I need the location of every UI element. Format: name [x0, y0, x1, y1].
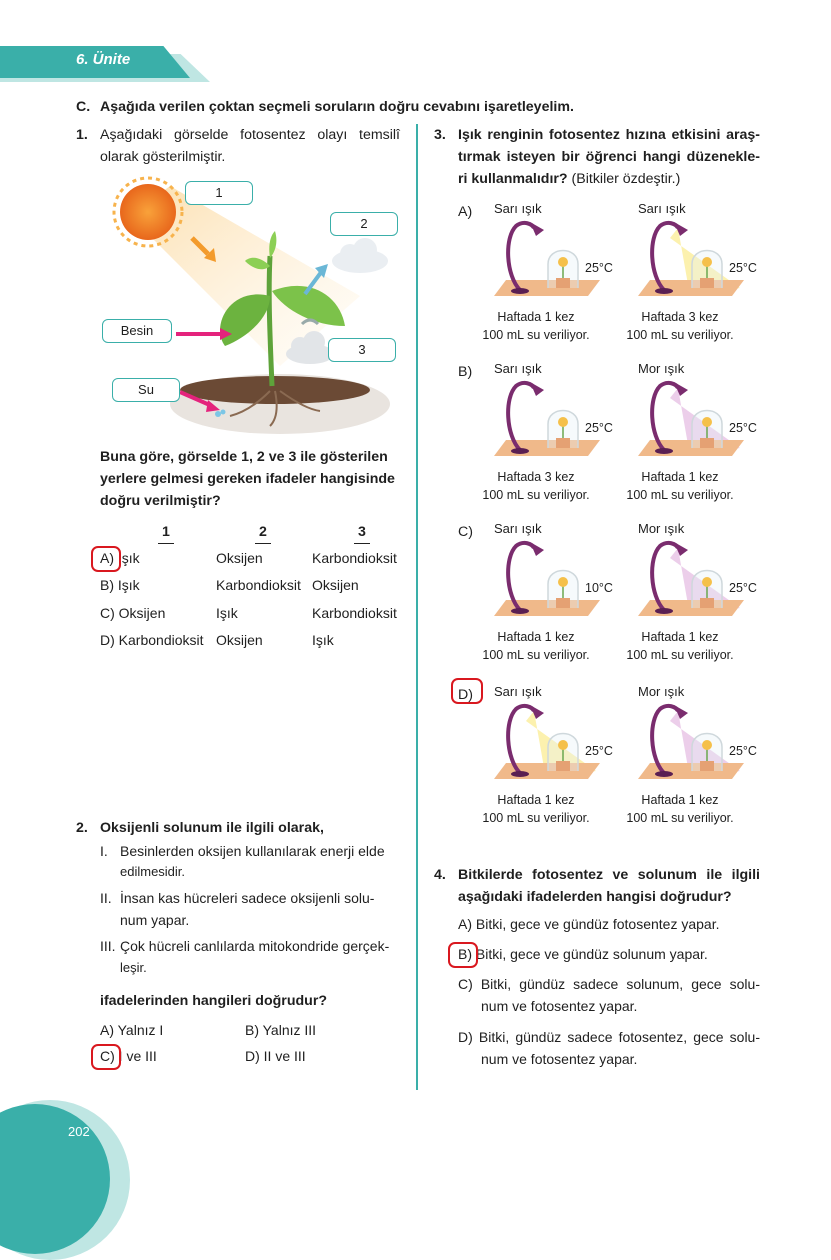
watering-frequency: Haftada 3 kez [641, 310, 719, 324]
light-label: Mor ışık [638, 361, 685, 376]
q1-question-line3: doğru verilmiştir? [100, 493, 221, 509]
q2-item-2-num: II. [100, 890, 112, 906]
answer-mark-circle [451, 678, 483, 704]
q2-number: 2. [76, 820, 88, 836]
temperature-label: 25°C [729, 744, 757, 758]
q2-option-c[interactable]: C) I ve III [100, 1048, 157, 1064]
q1-question-line1: Buna göre, görselde 1, 2 ve 3 ile gösterilen [100, 449, 388, 465]
light-label: Mor ışık [638, 521, 685, 536]
q4-number: 4. [434, 867, 446, 883]
q1-text-line1: Aşağıdaki görselde fotosentez olayı temsilî [100, 127, 400, 143]
temperature-label: 25°C [729, 261, 757, 275]
q3-line1: Işık renginin fotosentez hızına etkisini araş- [458, 127, 760, 143]
q1-header-1: 1 [158, 521, 174, 544]
q4-line1: Bitkilerde fotosentez ve solunum ile ilgili [458, 867, 760, 883]
q1-header-3: 3 [354, 521, 370, 544]
q1-option-b-c3: Oksijen [312, 577, 359, 593]
watering-frequency: Haftada 1 kez [497, 630, 575, 644]
option-c1: Oksijen [118, 605, 166, 621]
temperature-label: 25°C [585, 744, 613, 758]
temperature-label: 25°C [729, 581, 757, 595]
watering-amount: 100 mL su veriliyor. [626, 328, 734, 342]
light-label: Sarı ışık [494, 684, 542, 699]
q4-option-c-line1[interactable]: C) Bitki, gündüz sadece solunum, gece solu- [458, 976, 760, 992]
watering-frequency: Haftada 1 kez [641, 793, 719, 807]
q1-question-line2: yerlere gelmesi gereken ifadeler hangisinde [100, 471, 395, 487]
answer-mark-circle [448, 942, 478, 968]
q3-note: (Bitkiler özdeştir.) [571, 171, 681, 187]
q4-option-a[interactable]: A) Bitki, gece ve gündüz fotosentez yapar. [458, 916, 720, 932]
q1-option-a-c3: Karbondioksit [312, 550, 397, 566]
q2-option-d[interactable]: D) II ve III [245, 1048, 306, 1064]
q2-item-2-line1: İnsan kas hücreleri sadece oksijenli solu- [120, 890, 375, 906]
light-label: Sarı ışık [638, 201, 686, 216]
q1-option-b-c2: Karbondioksit [216, 577, 301, 593]
q1-option-c-c3: Karbondioksit [312, 605, 397, 621]
q3-line2: tırmak isteyen bir öğrenci hangi düzenekle- [458, 149, 760, 165]
temperature-label: 25°C [585, 421, 613, 435]
q2-item-3-line1: Çok hücreli canlılarda mitokondride gerçek- [120, 938, 390, 954]
light-label: Sarı ışık [494, 201, 542, 216]
watering-amount: 100 mL su veriliyor. [482, 328, 590, 342]
light-label: Sarı ışık [494, 521, 542, 536]
q3-option-a[interactable]: A) [458, 204, 473, 220]
watering-amount: 100 mL su veriliyor. [482, 648, 590, 662]
q1-option-d-c3: Işık [312, 632, 334, 648]
q3-line3-wrap [458, 168, 680, 190]
q3-option-d[interactable]: D) [458, 687, 473, 703]
q1-option-c-c2: Işık [216, 605, 238, 621]
option-letter: C) [100, 605, 115, 621]
column-divider [416, 124, 418, 1090]
q1-option-b[interactable] [100, 577, 140, 593]
q3-option-b[interactable]: B) [458, 364, 473, 380]
cloud-icon-oxygen [332, 238, 388, 273]
label-box-1: 1 [185, 181, 253, 205]
q2-option-a[interactable]: A) Yalnız I [100, 1022, 164, 1038]
label-box-2: 2 [330, 212, 398, 236]
q1-option-a-c2: Oksijen [216, 550, 263, 566]
page-number: 202 [68, 1124, 90, 1139]
q4-line2: aşağıdaki ifadelerden hangisi doğrudur? [458, 889, 732, 905]
q1-number: 1. [76, 127, 88, 143]
q1-option-d[interactable] [100, 632, 204, 648]
label-box-besin: Besin [102, 319, 172, 343]
option-letter: B) [100, 577, 114, 593]
q2-question: ifadelerinden hangileri doğrudur? [100, 993, 328, 1009]
watering-amount: 100 mL su veriliyor. [626, 488, 734, 502]
light-label: Sarı ışık [494, 361, 542, 376]
watering-amount: 100 mL su veriliyor. [482, 488, 590, 502]
answer-mark-circle [91, 546, 121, 572]
unit-title: 6. Ünite [76, 51, 131, 68]
q4-option-d-line1[interactable]: D) Bitki, gündüz sadece fotosentez, gece solu- [458, 1029, 760, 1045]
q2-item-1-line2: edilmesidir. [120, 864, 186, 879]
option-letter: A) [100, 550, 114, 566]
q2-item-3-num: III. [100, 938, 116, 954]
q4-option-b[interactable]: B) Bitki, gece ve gündüz solunum yapar. [458, 946, 708, 962]
watering-frequency: Haftada 3 kez [497, 470, 575, 484]
q4-option-d-line2: num ve fotosentez yapar. [481, 1051, 638, 1067]
q3-number: 3. [434, 127, 446, 143]
watering-frequency: Haftada 1 kez [641, 630, 719, 644]
light-label: Mor ışık [638, 684, 685, 699]
q2-option-b[interactable]: B) Yalnız III [245, 1022, 317, 1038]
temperature-label: 25°C [585, 261, 613, 275]
watering-frequency: Haftada 1 kez [497, 310, 575, 324]
q2-item-1-line1: Besinlerden oksijen kullanılarak enerji elde [120, 843, 385, 859]
watering-amount: 100 mL su veriliyor. [482, 811, 590, 825]
section-letter: C. [76, 99, 91, 115]
temperature-label: 10°C [585, 581, 613, 595]
q1-option-c[interactable] [100, 605, 165, 621]
q2-item-1-num: I. [100, 843, 108, 859]
q2-title: Oksijenli solunum ile ilgili olarak, [100, 820, 324, 836]
temperature-label: 25°C [729, 421, 757, 435]
q1-header-2: 2 [255, 521, 271, 544]
section-instruction: Aşağıda verilen çoktan seçmeli soruların doğru cevabını işaretleyelim. [100, 99, 574, 115]
watering-amount: 100 mL su veriliyor. [626, 811, 734, 825]
q4-option-c-line2: num ve fotosentez yapar. [481, 998, 638, 1014]
q2-item-2-line2: num yapar. [120, 912, 190, 928]
q3-line3: ri kullanmalıdır? [458, 171, 568, 187]
q3-option-c[interactable]: C) [458, 524, 473, 540]
option-c1: Işık [117, 550, 140, 566]
watering-amount: 100 mL su veriliyor. [626, 648, 734, 662]
option-letter: D) [100, 632, 115, 648]
watering-frequency: Haftada 1 kez [641, 470, 719, 484]
answer-mark-circle [91, 1044, 121, 1070]
label-box-su: Su [112, 378, 180, 402]
sun-icon [114, 178, 182, 246]
q2-item-3-line2: leşir. [120, 960, 147, 975]
option-c1: Işık [117, 577, 140, 593]
option-c1: Karbondioksit [118, 632, 204, 648]
watering-frequency: Haftada 1 kez [497, 793, 575, 807]
label-box-3: 3 [328, 338, 396, 362]
q1-text-line2: olarak gösterilmiştir. [100, 149, 226, 165]
q1-option-d-c2: Oksijen [216, 632, 263, 648]
